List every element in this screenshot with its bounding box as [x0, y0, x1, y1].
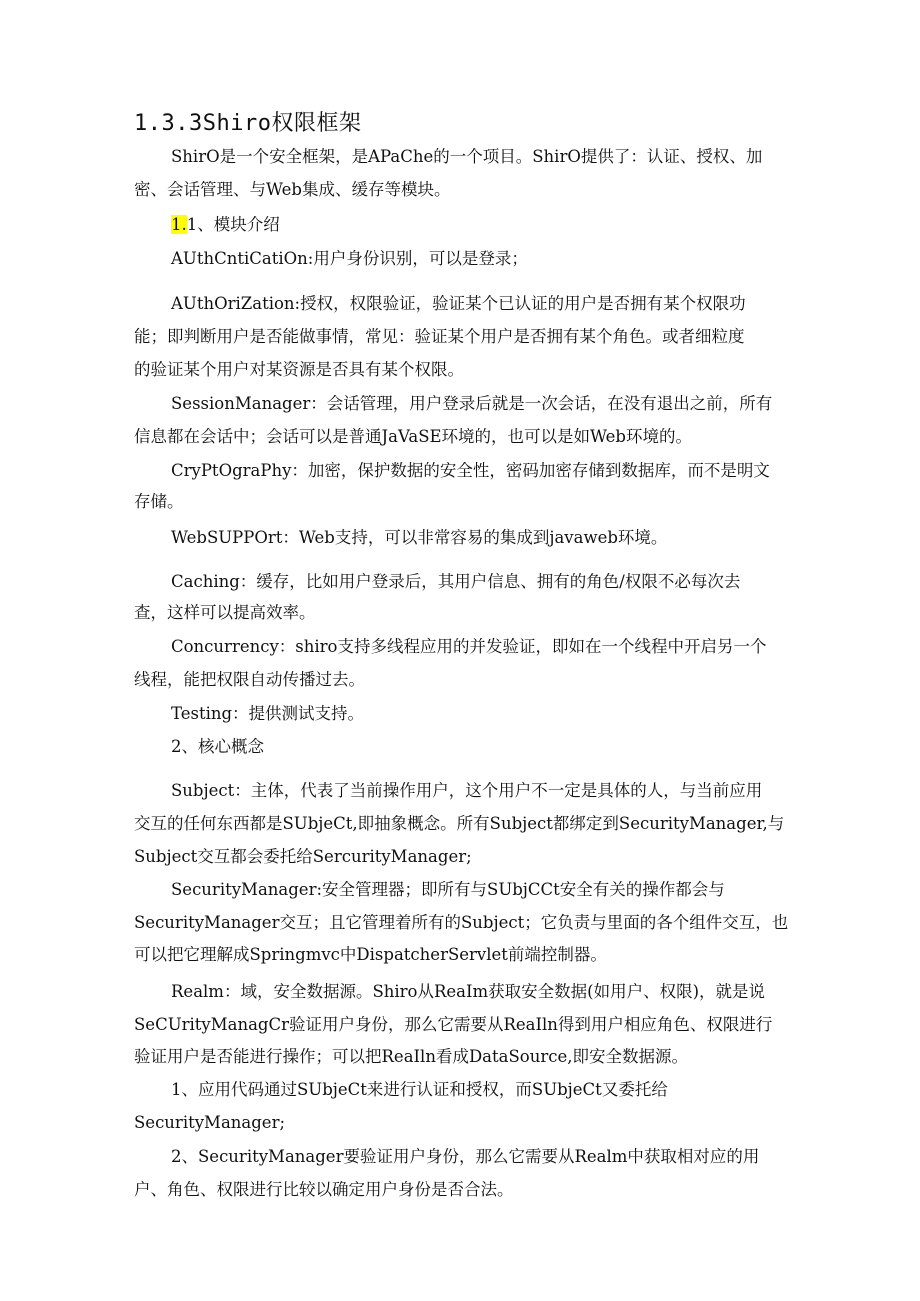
module-session-line-2: 信息都在会话中；会话可以是普通JaVaSE环境的，也可以是如Web环境的。	[134, 427, 692, 446]
subsection-title-modules	[171, 213, 280, 237]
module-concurrency-line-2: 线程，能把权限自动传播过去。	[134, 670, 365, 689]
concept-subject-line-2: 交互的任何东西都是SUbjeCt,即抽象概念。所有Subject都绑定到SecurityManager,与	[134, 814, 785, 833]
concept-subject-line-3: Subject交互都会委托给SercurityManager;	[134, 847, 472, 866]
concept-realm-line-3: 验证用户是否能进行操作；可以把ReaIln看成DataSource,即安全数据源。	[134, 1047, 688, 1066]
module-crypto-line-1: CryPtOgraPhy：加密，保护数据的安全性，密码加密存储到数据库，而不是明文	[171, 461, 770, 480]
module-caching-line-1: Caching：缓存，比如用户登录后，其用户信息、拥有的角色/权限不必每次去	[171, 572, 741, 591]
module-authorization-line-2: 能；即判断用户是否能做事情，常见：验证某个用户是否拥有某个角色。或者细粒度	[134, 327, 745, 346]
intro-line-2: 密、会话管理、与Web集成、缓存等模块。	[134, 180, 451, 199]
subsection-title-text: 1、模块介绍	[186, 215, 280, 234]
concept-realm-line-1: Realm：域，安全数据源。Shiro从ReaIm获取安全数据(如用户、权限)，就是说	[171, 982, 766, 1001]
step-2-line-1: 2、SecurityManager要验证用户身份，那么它需要从Realm中获取相对应的用	[171, 1147, 760, 1166]
concept-security-manager-line-1: SecurityManager:安全管理器；即所有与SUbjCCt安全有关的操作都会与	[171, 880, 725, 899]
module-testing: Testing：提供测试支持。	[171, 704, 365, 723]
module-authorization-line-3: 的验证某个用户对某资源是否具有某个权限。	[134, 360, 464, 379]
step-1-line-2: SecurityManager;	[134, 1113, 286, 1132]
section-heading: 1.3.3Shiro权限框架	[134, 111, 362, 136]
subsection-title-concepts: 2、核心概念	[171, 737, 264, 756]
module-session-line-1: SessionManager：会话管理，用户登录后就是一次会话，在没有退出之前，所有	[171, 394, 773, 413]
module-authorization-line-1: AUthOriZation:授权，权限验证，验证某个已认证的用户是否拥有某个权限功	[171, 294, 746, 313]
highlighted-number: 1.	[171, 215, 187, 234]
step-1-line-1: 1、应用代码通过SUbjeCt来进行认证和授权，而SUbjeCt又委托给	[171, 1080, 668, 1099]
concept-realm-line-2: SeCUrityManagCr验证用户身份，那么它需要从ReaIln得到用户相应角色、权限进行	[134, 1015, 773, 1034]
concept-security-manager-line-3: 可以把它理解成Springmvc中DispatcherServlet前端控制器。	[134, 945, 607, 964]
concept-security-manager-line-2: SecurityManager交互；且它管理着所有的Subject；它负责与里面的各个组件交互，也	[134, 913, 789, 932]
module-concurrency-line-1: Concurrency：shiro支持多线程应用的并发验证，即如在一个线程中开启另一个	[171, 637, 767, 656]
module-crypto-line-2: 存储。	[134, 492, 184, 511]
intro-line-1: ShirO是一个安全框架，是APaChe的一个项目。ShirO提供了：认证、授权、加	[171, 147, 763, 166]
module-authentication: AUthCntiCatiOn:用户身份识别，可以是登录；	[171, 249, 528, 268]
step-2-line-2: 户、角色、权限进行比较以确定用户身份是否合法。	[134, 1180, 514, 1199]
concept-subject-line-1: Subject：主体，代表了当前操作用户，这个用户不一定是具体的人，与当前应用	[171, 781, 763, 800]
module-caching-line-2: 查，这样可以提高效率。	[134, 603, 316, 622]
module-web: WebSUPPOrt：Web支持，可以非常容易的集成到javaweb环境。	[171, 528, 668, 547]
